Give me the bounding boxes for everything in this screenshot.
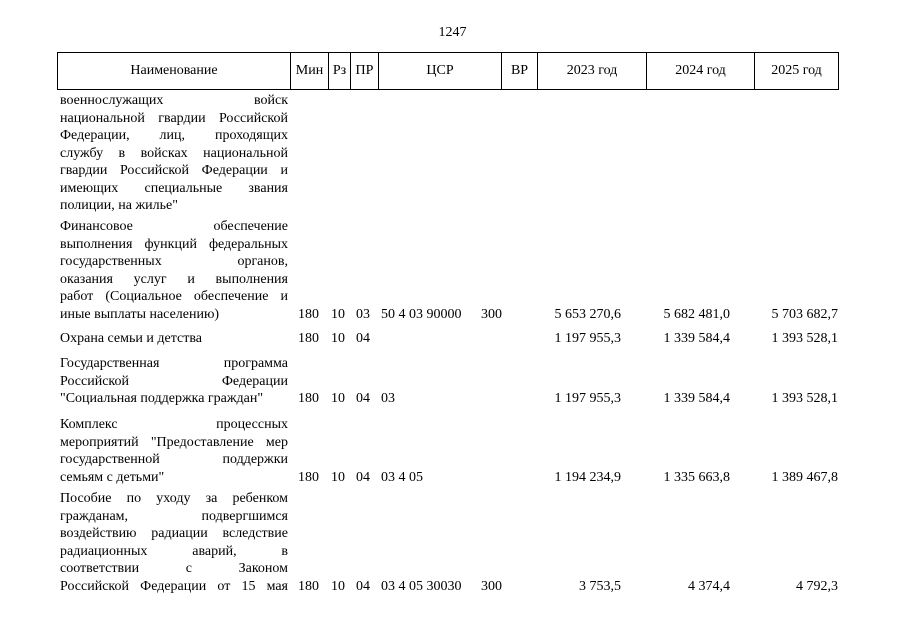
row-name-line: Государственная программа — [60, 356, 288, 371]
cell-y2023: 1 197 955,3 — [554, 391, 621, 406]
cell-csr: 50 4 03 90000 — [381, 306, 462, 322]
row-name-line: службу в войсках национальной — [60, 145, 288, 161]
row-name-line: военнослужащих войск — [60, 93, 288, 108]
row-name-line: Российской Федерации — [60, 373, 288, 389]
row-name-line: работ (Социальное обеспечение и — [60, 289, 288, 304]
cell-y2023: 1 197 955,3 — [554, 331, 621, 346]
row-name-line: Российской Федерации от 15 мая — [60, 578, 288, 594]
cell-rz: 10 — [331, 469, 345, 485]
cell-rz: 10 — [331, 391, 345, 406]
row-name-line: "Социальная поддержка граждан" — [60, 391, 264, 406]
row-name-line: семьям с детьми" — [60, 469, 165, 485]
cell-y2025: 4 792,3 — [796, 578, 838, 594]
row-name-line: радиационных аварий, в — [60, 543, 288, 559]
cell-pr: 04 — [356, 331, 370, 346]
header-pr: ПР — [351, 53, 379, 89]
row-name-line: Федерации, лиц, проходящих — [60, 128, 288, 143]
cell-csr: 03 4 05 — [381, 469, 423, 485]
cell-rz: 10 — [331, 578, 345, 594]
cell-min: 180 — [298, 578, 319, 594]
row-name-line: соответствии с Законом — [60, 561, 288, 576]
row-name-line: государственной поддержки — [60, 452, 288, 467]
row-name-line: Охрана семьи и детства — [60, 331, 202, 346]
row-name-line: мероприятий "Предоставление мер — [60, 434, 288, 450]
cell-y2025: 5 703 682,7 — [771, 306, 838, 322]
cell-min: 180 — [298, 391, 319, 406]
cell-pr: 04 — [356, 469, 370, 485]
row-name-line: имеющих специальные звания — [60, 180, 288, 196]
cell-min: 180 — [298, 306, 319, 322]
header-2024: 2024 год — [647, 53, 755, 89]
row-name-line: национальной гвардии Российской — [60, 110, 288, 126]
cell-pr: 04 — [356, 391, 370, 406]
row-name-line: Пособие по уходу за ребенком — [60, 491, 288, 506]
cell-y2024: 5 682 481,0 — [663, 306, 730, 322]
cell-vr: 300 — [481, 578, 502, 594]
cell-vr: 300 — [481, 306, 502, 322]
header-rz: Рз — [329, 53, 351, 89]
cell-y2023: 5 653 270,6 — [554, 306, 621, 322]
cell-y2024: 1 339 584,4 — [663, 391, 730, 406]
row-name-line: оказания услуг и выполнения — [60, 271, 288, 287]
header-vr: ВР — [502, 53, 538, 89]
header-2023: 2023 год — [538, 53, 647, 89]
cell-pr: 04 — [356, 578, 370, 594]
cell-y2025: 1 389 467,8 — [771, 469, 838, 485]
cell-y2024: 4 374,4 — [688, 578, 730, 594]
cell-y2025: 1 393 528,1 — [771, 391, 838, 406]
header-min: Мин — [291, 53, 329, 89]
cell-y2024: 1 335 663,8 — [663, 469, 730, 485]
cell-min: 180 — [298, 469, 319, 485]
table-header — [57, 52, 839, 90]
cell-y2023: 1 194 234,9 — [554, 469, 621, 485]
row-name-line: полиции, на жилье" — [60, 198, 178, 213]
cell-y2024: 1 339 584,4 — [663, 331, 730, 346]
row-name-line: государственных органов, — [60, 254, 288, 269]
cell-pr: 03 — [356, 306, 370, 322]
header-csr: ЦСР — [379, 53, 502, 89]
header-name: Наименование — [58, 53, 291, 89]
cell-csr: 03 — [381, 391, 395, 406]
row-name-line: выполнения функций федеральных — [60, 236, 288, 252]
cell-rz: 10 — [331, 306, 345, 322]
cell-y2025: 1 393 528,1 — [771, 331, 838, 346]
row-name-line: Финансовое обеспечение — [60, 219, 288, 234]
cell-rz: 10 — [331, 331, 345, 346]
page-number: 1247 — [438, 25, 467, 40]
row-name-line: воздействию радиации вследствие — [60, 526, 288, 541]
cell-csr: 03 4 05 30030 — [381, 578, 462, 594]
row-name-line: гвардии Российской Федерации и — [60, 163, 288, 178]
header-2025: 2025 год — [771, 63, 822, 78]
cell-y2023: 3 753,5 — [579, 578, 621, 594]
row-name-line: гражданам, подвергшимся — [60, 508, 288, 524]
cell-min: 180 — [298, 331, 319, 346]
row-name-line: Комплекс процессных — [60, 417, 288, 432]
row-name-line: иные выплаты населению) — [60, 306, 220, 322]
